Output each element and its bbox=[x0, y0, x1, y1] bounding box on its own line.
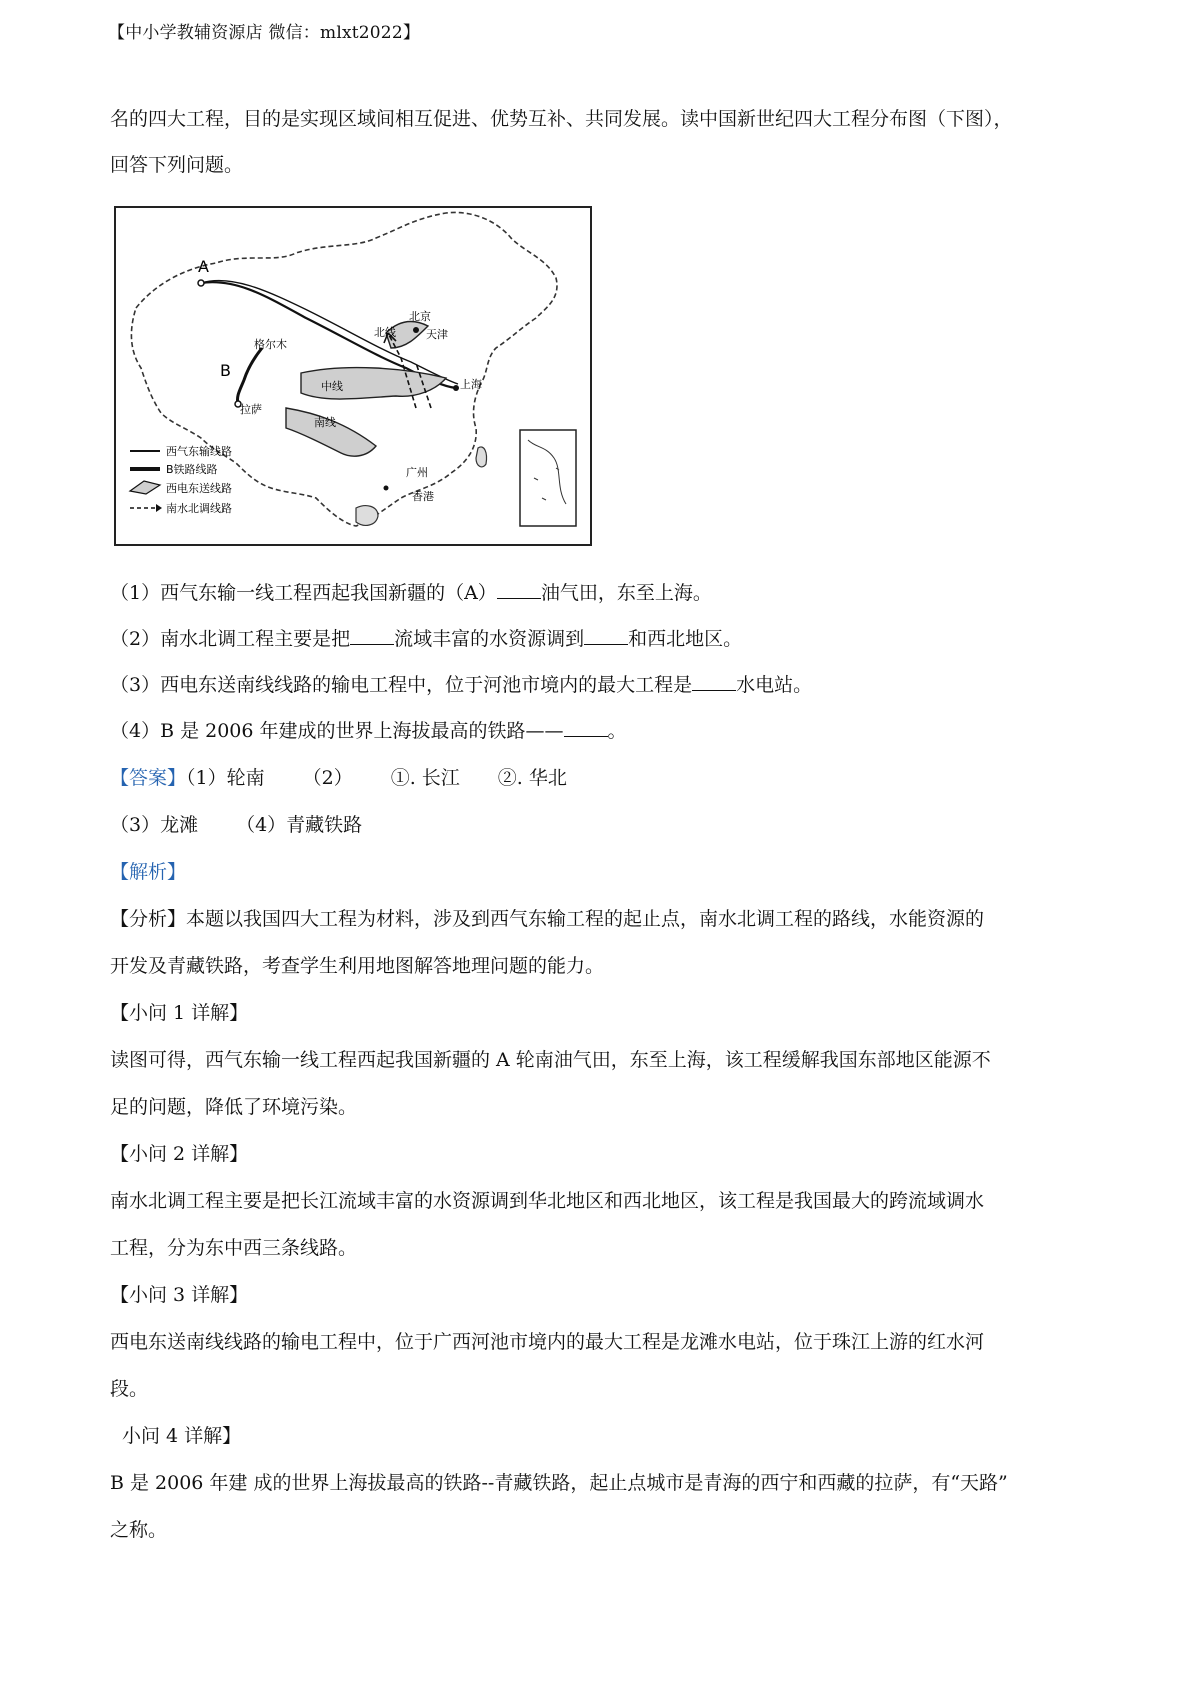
label-zhongxian: 中线 bbox=[321, 380, 343, 393]
watermark-header: 【中小学教辅资源店 微信：mlxt2022】 bbox=[108, 23, 421, 43]
label-beijing: 北京 bbox=[409, 310, 431, 323]
subquestion-1-line-1: 读图可得，西气东输一线工程西起我国新疆的 A 轮南油气田，东至上海，该工程缓解我国东部地区能源不 bbox=[110, 1049, 991, 1071]
map-figure bbox=[116, 208, 590, 544]
answer-blank[interactable] bbox=[584, 630, 628, 645]
map-legend bbox=[130, 444, 232, 515]
legend-water: 南水北调线路 bbox=[166, 502, 232, 515]
question-1: （1）西气东输一线工程西起我国新疆的（A） 油气田，东至上海。 bbox=[110, 582, 712, 604]
subquestion-3-line-2: 段。 bbox=[110, 1378, 149, 1400]
subquestion-4-line-2: 之称。 bbox=[110, 1519, 168, 1541]
subquestion-2-title: 【小问 2 详解】 bbox=[110, 1143, 249, 1165]
label-a: A bbox=[198, 257, 209, 276]
subquestion-1-line-2: 足的问题，降低了环境污染。 bbox=[110, 1096, 358, 1118]
question-3: （3）西电东送南线线路的输电工程中，位于河池市境内的最大工程是 水电站。 bbox=[110, 674, 813, 696]
fenxi-line-2: 开发及青藏铁路，考查学生利用地图解答地理问题的能力。 bbox=[110, 955, 605, 977]
subquestion-2-line-1: 南水北调工程主要是把长江流域丰富的水资源调到华北地区和西北地区，该工程是我国最大的跨流域调水 bbox=[110, 1190, 985, 1212]
subquestion-3-title: 【小问 3 详解】 bbox=[110, 1284, 249, 1306]
subquestion-3-line-1: 西电东送南线线路的输电工程中，位于广西河池市境内的最大工程是龙滩水电站，位于珠江上游的红水河 bbox=[110, 1331, 985, 1353]
answer-blank[interactable] bbox=[692, 676, 736, 691]
answer-blank[interactable] bbox=[497, 584, 541, 599]
label-nanxian: 南线 bbox=[314, 416, 336, 429]
intro-line-1: 名的四大工程，目的是实现区域间相互促进、优势互补、共同发展。读中国新世纪四大工程分布图（下图）， bbox=[110, 108, 1013, 130]
question-4: （4）B 是 2006 年建成的世界上海拔最高的铁路—— 。 bbox=[110, 720, 627, 742]
legend-power: 西电东送线路 bbox=[166, 482, 232, 495]
answer-label: 【答案】 bbox=[110, 767, 187, 789]
question-2: （2）南水北调工程主要是把 流域丰富的水资源调到 和西北地区。 bbox=[110, 628, 743, 650]
label-tianjin: 天津 bbox=[426, 328, 448, 341]
qinghai-tibet-railway bbox=[237, 348, 262, 404]
intro-line-2: 回答下列问题。 bbox=[110, 154, 244, 176]
taiwan-island bbox=[476, 447, 487, 467]
legend-gas: 西气东输线路 bbox=[166, 445, 232, 458]
subquestion-4-title: 小问 4 详解】 bbox=[122, 1425, 242, 1447]
answer-blank[interactable] bbox=[350, 630, 394, 645]
china-four-projects-map bbox=[114, 206, 592, 546]
legend-railway: B铁路线路 bbox=[166, 463, 218, 476]
label-golmud: 格尔木 bbox=[254, 338, 287, 351]
south-sea-inset bbox=[520, 430, 576, 526]
answer-blank[interactable] bbox=[564, 722, 608, 737]
label-beixian: 北线 bbox=[374, 326, 396, 339]
label-b: B bbox=[220, 361, 231, 380]
analysis-label: 【解析】 bbox=[110, 861, 187, 883]
subquestion-1-title: 【小问 1 详解】 bbox=[110, 1002, 249, 1024]
label-shanghai: 上海 bbox=[460, 378, 482, 391]
answer-line-2: （3）龙滩 （4）青藏铁路 bbox=[110, 814, 363, 836]
fenxi-line-1: 【分析】本题以我国四大工程为材料，涉及到西气东输工程的起止点，南水北调工程的路线，水能资源的 bbox=[110, 908, 985, 930]
subquestion-4-line-1: B 是 2006 年建 成的世界上海拔最高的铁路--青藏铁路，起止点城市是青海的西宁和西藏的拉萨，有“天路” bbox=[110, 1472, 1008, 1494]
subquestion-2-line-2: 工程，分为东中西三条线路。 bbox=[110, 1237, 358, 1259]
label-hongkong: 香港 bbox=[412, 490, 434, 503]
answer-line-1: 【答案】（1）轮南 （2） ①. 长江 ②. 华北 bbox=[110, 767, 567, 789]
label-guangzhou: 广州 bbox=[406, 466, 428, 479]
label-lhasa: 拉萨 bbox=[240, 403, 262, 416]
hainan-island bbox=[356, 506, 378, 526]
